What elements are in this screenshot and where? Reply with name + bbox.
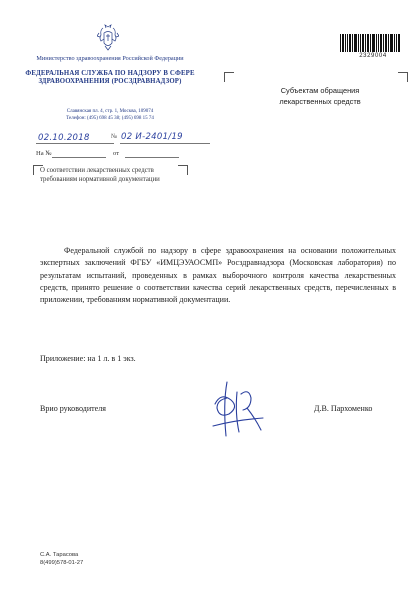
addressee: Субъектам обращения лекарственных средств	[279, 86, 361, 106]
barcode	[340, 34, 400, 52]
coat-of-arms-emblem	[97, 24, 119, 51]
date-underline	[36, 143, 114, 144]
number-underline	[120, 143, 210, 144]
signatory-name: Д.В. Пархоменко	[314, 404, 373, 413]
attachment-note: Приложение: на 1 л. в 1 экз.	[40, 354, 136, 363]
barcode-number: 2329004	[359, 53, 387, 59]
ministry-name: Министерство здравоохранения Российской Федерации	[36, 55, 184, 62]
addressee-corner-right	[398, 72, 408, 82]
service-name: ФЕДЕРАЛЬНАЯ СЛУЖБА ПО НАДЗОРУ В СФЕРЕ ЗДРАВООХРАНЕНИЯ (РОСЗДРАВНАДЗОР)	[25, 70, 195, 85]
subject-corner-right	[178, 165, 188, 175]
letter-body: Федеральной службой по надзору в сфере здравоохранения на основании положительных экспертных заключений ФГБУ «ИМЦЭУАОСМП» Росздравнадзора (Московская лаборатория) по результатам испытаний, проведенных в рамках выборочного контроля качества лекарственных средств, принято решение о соответствии качества серий лекарственных средств, перечисленных в приложении, требованиям нормативной документации.	[40, 246, 396, 305]
reference-date-field	[125, 157, 179, 158]
executor-phone: 8(499)578-01-27	[40, 560, 84, 566]
reference-prefix: На №	[36, 150, 52, 157]
service-phones: Телефон: (495) 698 45 38; (495) 698 15 74	[66, 116, 154, 121]
executor-info	[40, 551, 83, 567]
signatory-role: Врио руководителя	[40, 404, 106, 413]
letter-subject: О соответствии лекарственных средств требованиям нормативной документации	[40, 167, 160, 183]
handwritten-signature	[205, 374, 275, 444]
service-address: Славянская пл. 4, стр. 1, Москва, 109074	[66, 109, 154, 114]
registration-date: 02.10.2018	[38, 133, 90, 143]
addressee-corner-left	[224, 72, 234, 82]
reference-number-field	[52, 157, 106, 158]
executor-name: С.А. Тарасова	[40, 552, 79, 558]
registration-number-label: №	[111, 133, 118, 140]
registration-number: 02 И-2401/19	[121, 132, 183, 142]
reference-from-label: от	[113, 150, 120, 157]
